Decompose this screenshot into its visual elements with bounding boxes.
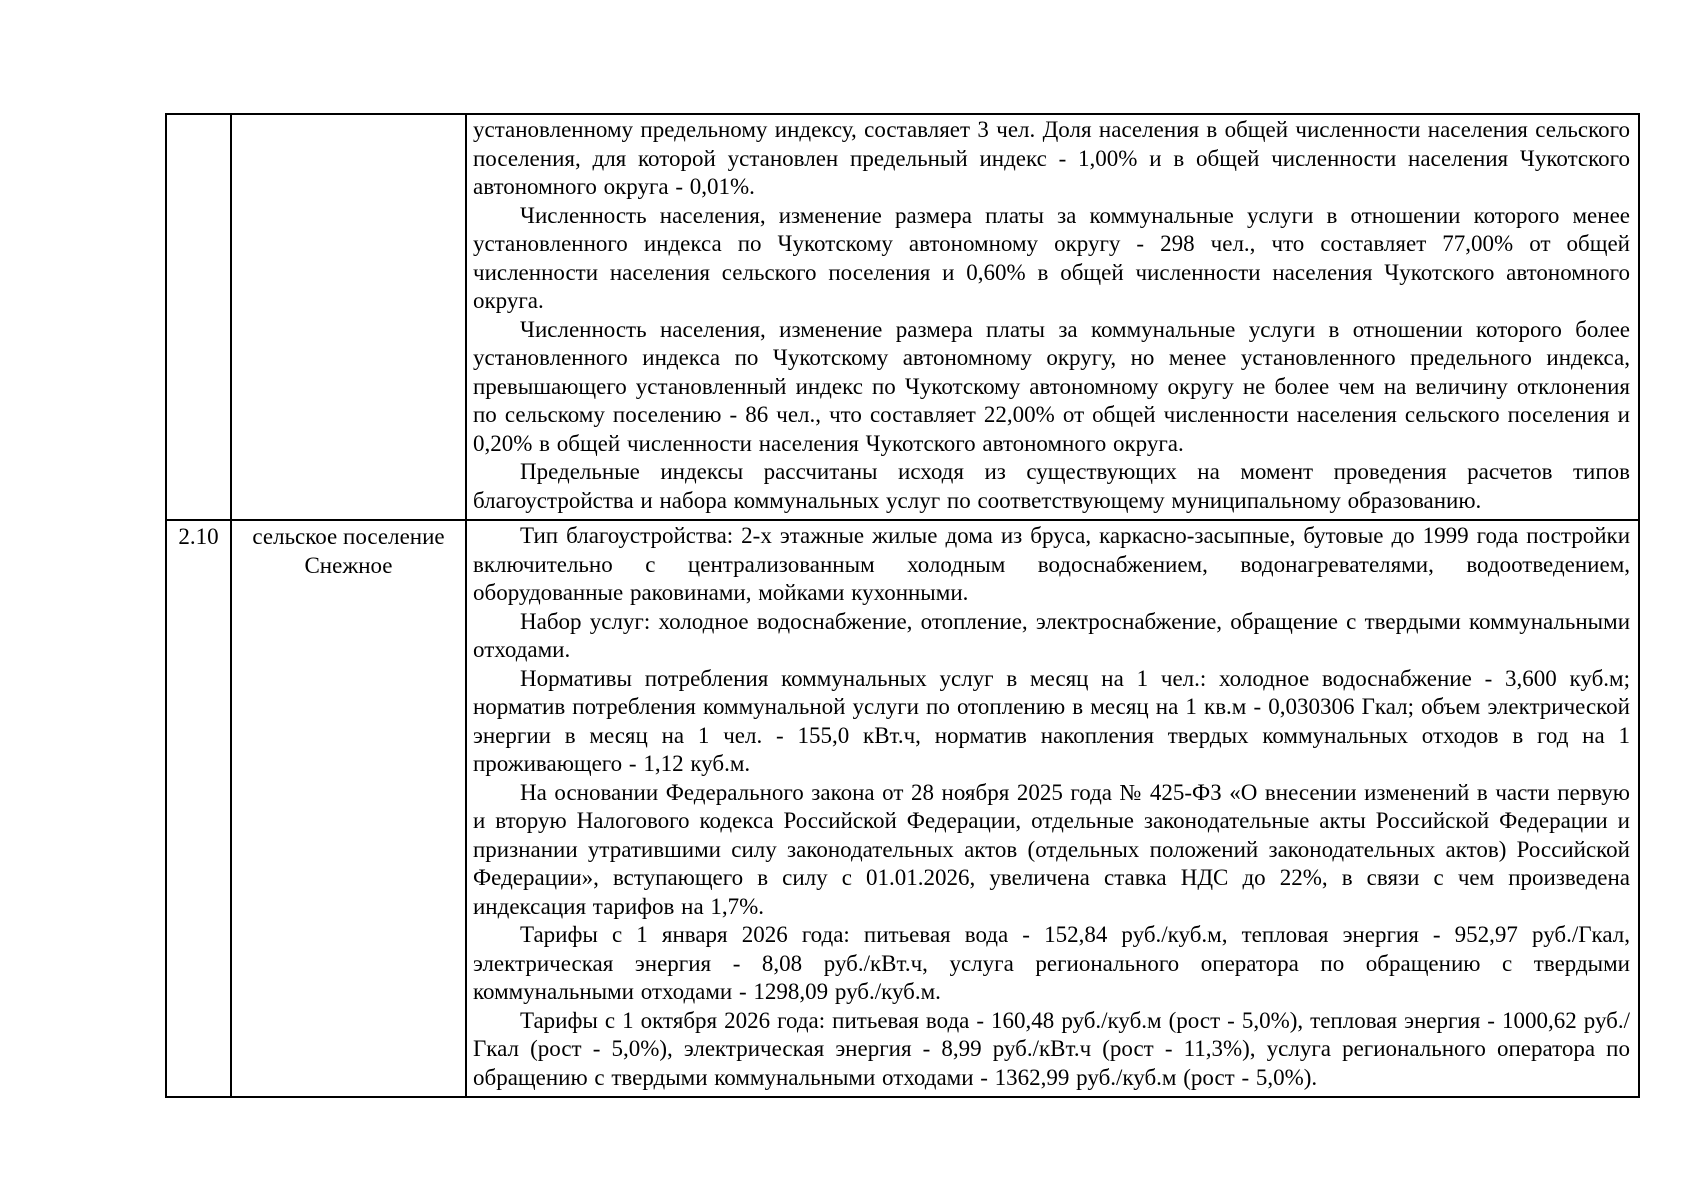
- tariff-table: [165, 113, 1640, 1098]
- paragraph-federal-law: На основании Федерального закона от 28 ноября 2025 года № 425-ФЗ «О внесении изменений в части первую и вторую Налогового кодекса Российской Федерации, отдельные законодательные акты Российской Федерации и признании утратившими силу законодательных актов (отдельных положений законодательных актов) Российской Федерации», вступающего в силу с 01.01.2026, увеличена ставка НДС до 22%, в связи с чем произведена индексация тарифов на 1,7%.: [473, 779, 1630, 919]
- settlement-name-cell: [231, 114, 466, 520]
- paragraph-improvement-type: Тип благоустройства: 2-х этажные жилые дома из бруса, каркасно-засыпные, бутовые до 1999 года постройки включительно с централизованным холодным водоснабжением, водонагревателями, водоотведением, оборудованные раковинами, мойками кухонными.: [473, 523, 1630, 605]
- paragraph-indexes-note: Предельные индексы рассчитаны исходя из существующих на момент проведения расчетов типов благоустройства и набора коммунальных услуг по соответствующему муниципальному образованию.: [473, 459, 1630, 513]
- paragraph-tariffs-october: Тарифы с 1 октября 2026 года: питьевая вода - 160,48 руб./куб.м (рост - 5,0%), тепловая энергия - 1000,62 руб./Гкал (рост - 5,0%), электрическая энергия - 8,99 руб./кВт.ч (рост - 11,3%), услуга регионального оператора по обращению с твердыми коммунальными отходами - 1362,99 руб./куб.м (рост - 5,0%).: [473, 1007, 1630, 1090]
- paragraph-tariffs-january: Тарифы с 1 января 2026 года: питьевая вода - 152,84 руб./куб.м, тепловая энергия - 952,97 руб./Гкал, электрическая энергия - 8,08 руб./кВт.ч, услуга регионального оператора по обращению с твердыми коммунальными отходами - 1298,09 руб./куб.м.: [473, 922, 1630, 1004]
- row-number-cell: 2.10: [166, 520, 231, 1097]
- paragraph-consumption-norms: Нормативы потребления коммунальных услуг в месяц на 1 чел.: холодное водоснабжение - 3,600 куб.м; норматив потребления коммунальной услуги по отоплению в месяц на 1 кв.м - 0,030306 Гкал; объем электрической энергии в месяц на 1 чел. - 155,0 кВт.ч, норматив накопления твердых коммунальных отходов в год на 1 проживающего - 1,12 куб.м.: [473, 665, 1630, 776]
- description-cell: [466, 114, 1639, 520]
- row-number-cell: [166, 114, 231, 520]
- description-cell: [466, 520, 1639, 1097]
- paragraph-population-more: Численность населения, изменение размера платы за коммунальные услуги в отношении которого более установленного индекса по Чукотскому автономному округу, но менее установленного предельного индекса, превышающего установленный индекс по Чукотскому автономному округу не более чем на величину отклонения по сельскому поселению - 86 чел., что составляет 22,00% от общей численности населения сельского поселения и 0,20% в общей численности населения Чукотского автономного округа.: [473, 316, 1630, 456]
- table-row-2-10: [166, 520, 1639, 1097]
- paragraph-continuation: установленному предельному индексу, составляет 3 чел. Доля населения в общей численности населения сельского поселения, для которой установлен предельный индекс - 1,00% и в общей численности населения Чукотского автономного округа - 0,01%.: [473, 117, 1630, 199]
- paragraph-population-less: Численность населения, изменение размера платы за коммунальные услуги в отношении которого менее установленного индекса по Чукотскому автономному округу - 298 чел., что составляет 77,00% от общей численности населения сельского поселения и 0,60% в общей численности населения Чукотского автономного округа.: [473, 202, 1630, 313]
- settlement-name-cell: сельское поселение Снежное: [231, 520, 466, 1097]
- table-row-continuation: [166, 114, 1639, 520]
- paragraph-services-set: Набор услуг: холодное водоснабжение, отопление, электроснабжение, обращение с твердыми коммунальными отходами.: [473, 608, 1630, 662]
